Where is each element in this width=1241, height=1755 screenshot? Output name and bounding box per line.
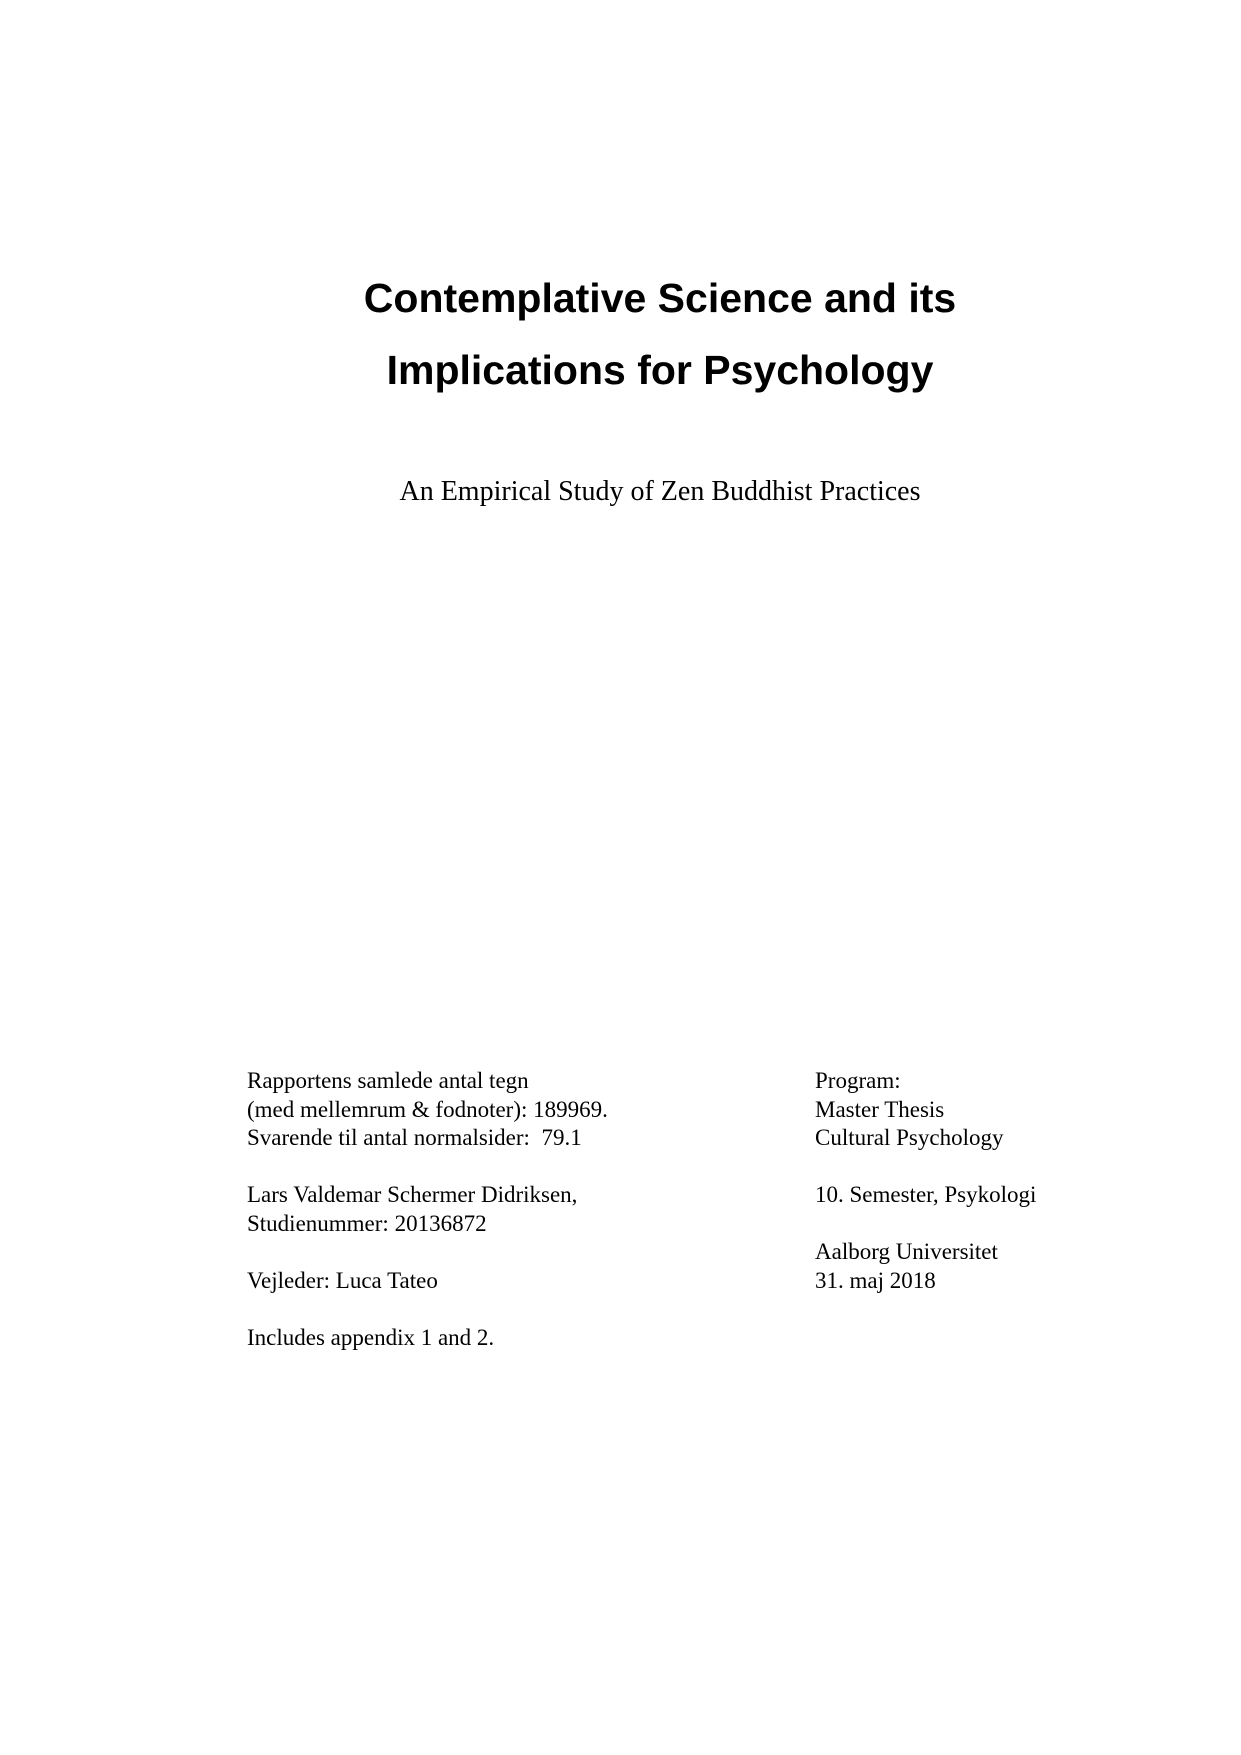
- report-info-column: [247, 1067, 608, 1352]
- spacer: [815, 1153, 1036, 1182]
- program-label: Program:: [815, 1068, 901, 1093]
- university: Aalborg Universitet: [815, 1239, 998, 1264]
- semester: 10. Semester, Psykologi: [815, 1182, 1037, 1207]
- author-name: Lars Valdemar Schermer Didriksen,: [247, 1182, 578, 1207]
- normal-pages: Svarende til antal normalsider: 79.1: [247, 1125, 582, 1150]
- program-info-column: [815, 1067, 1036, 1295]
- title-line-2: Implications for Psychology: [386, 347, 934, 393]
- program-name: Cultural Psychology: [815, 1125, 1004, 1150]
- document-title: [0, 262, 1241, 406]
- title-line-1: Contemplative Science and its: [363, 275, 957, 321]
- spacer: [247, 1295, 608, 1324]
- spacer: [815, 1210, 1036, 1239]
- student-number: Studienummer: 20136872: [247, 1210, 487, 1236]
- char-count-value: (med mellemrum & fodnoter): 189969.: [247, 1096, 608, 1122]
- submission-date: 31. maj 2018: [815, 1267, 936, 1293]
- document-subtitle: An Empirical Study of Zen Buddhist Practices: [399, 476, 921, 507]
- supervisor: Vejleder: Luca Tateo: [247, 1267, 438, 1293]
- char-count-label: Rapportens samlede antal tegn: [247, 1068, 529, 1093]
- spacer: [247, 1153, 608, 1182]
- program-type: Master Thesis: [815, 1096, 945, 1122]
- spacer: [247, 1238, 608, 1267]
- appendix-note: Includes appendix 1 and 2.: [247, 1324, 495, 1350]
